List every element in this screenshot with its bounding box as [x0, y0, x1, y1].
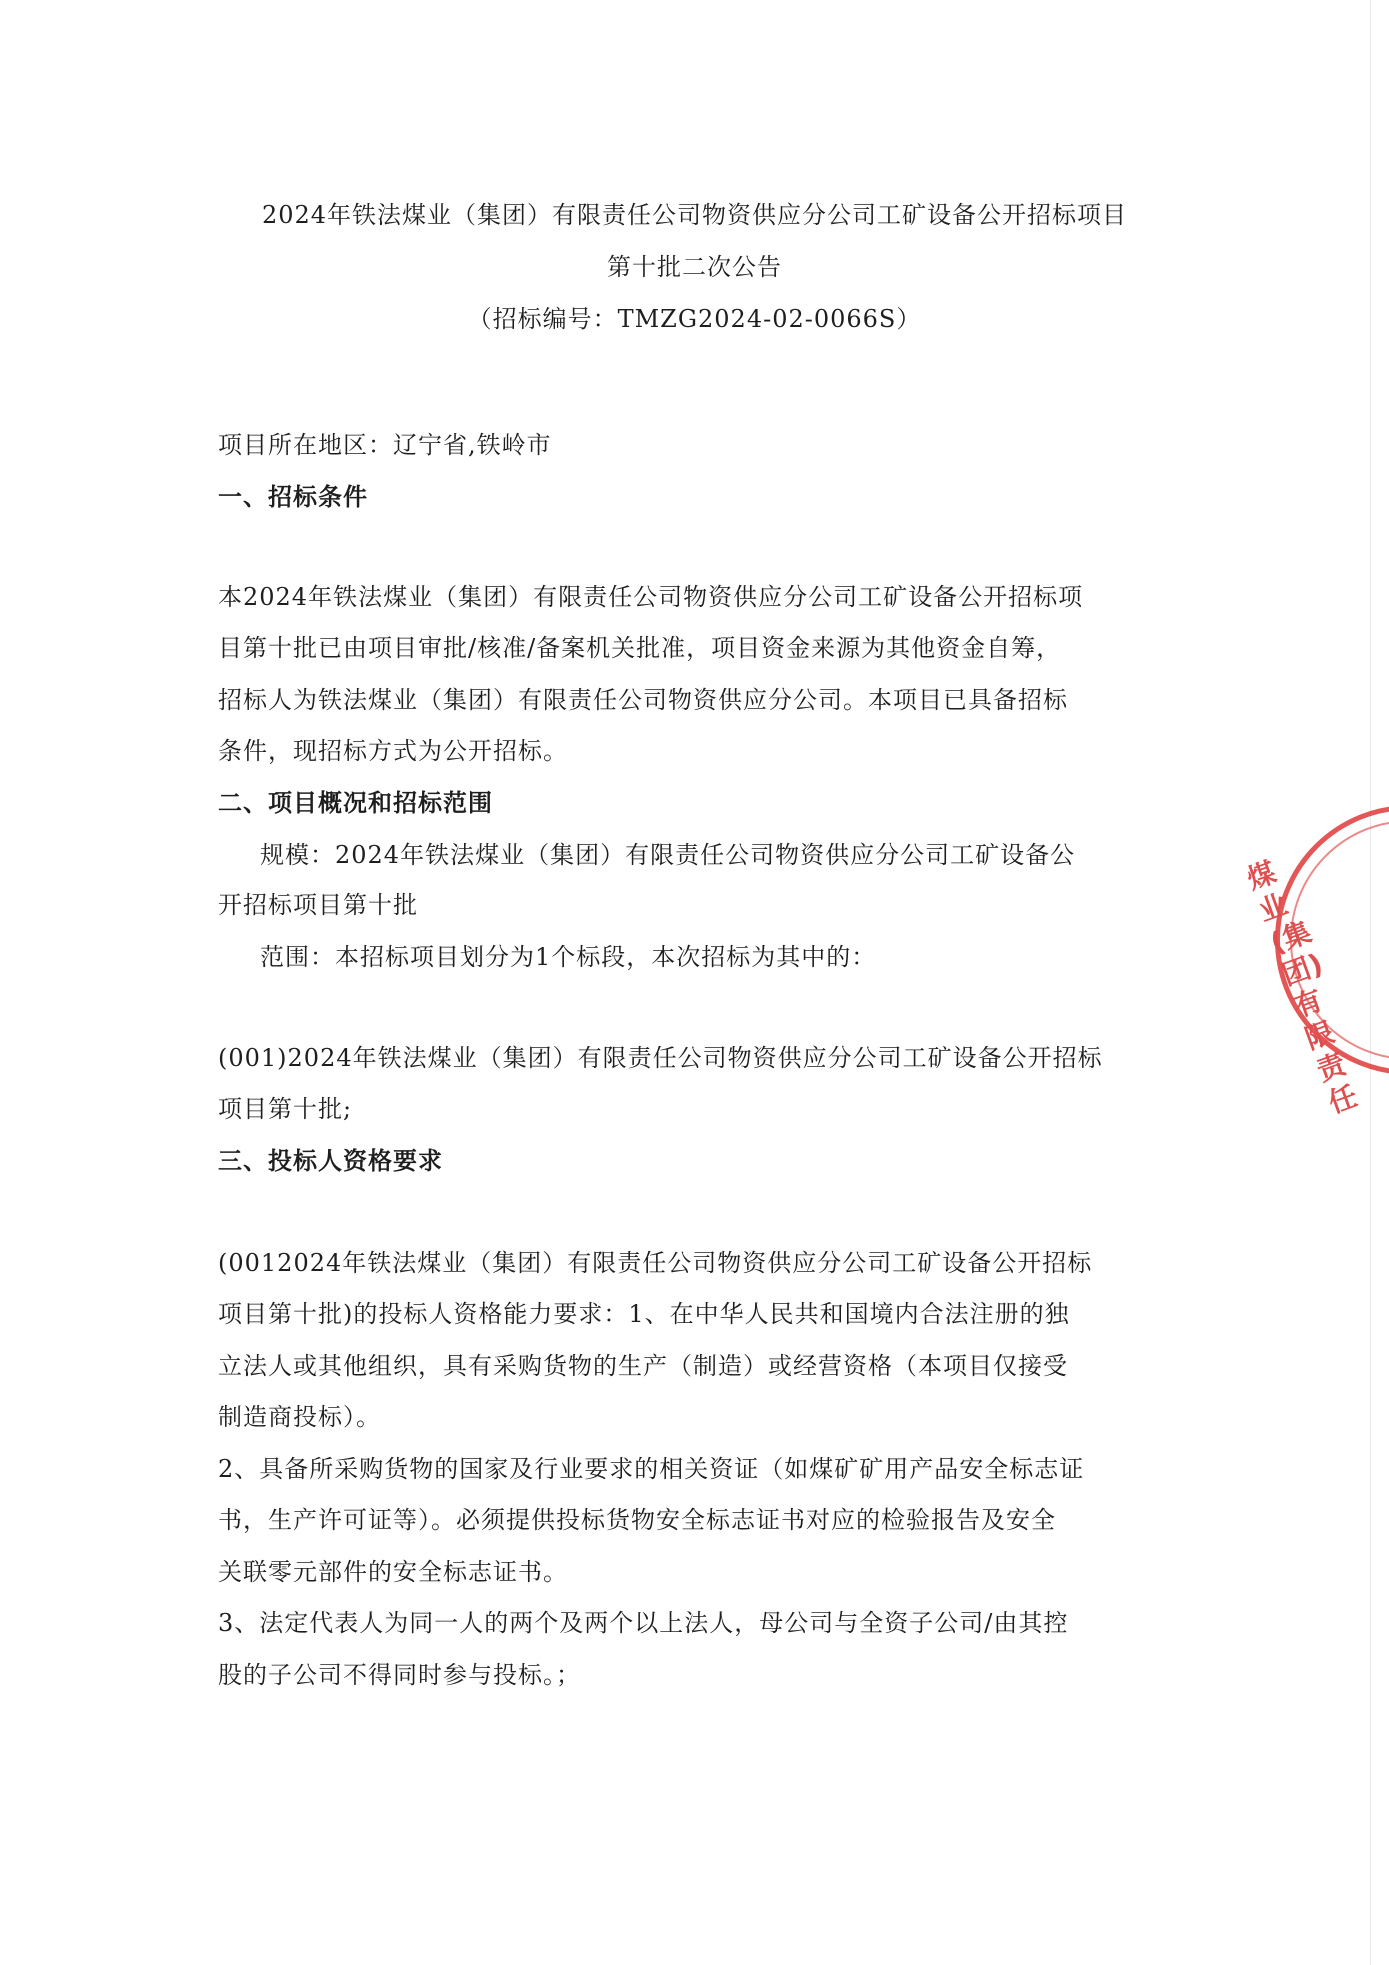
section-2-scale-line-1: 规模：2024年铁法煤业（集团）有限责任公司物资供应分公司工矿设备公 — [260, 841, 1076, 869]
section-3-line-8: 3、法定代表人为同一人的两个及两个以上法人，母公司与全资子公司/由其控 — [218, 1609, 1069, 1637]
section-3-line-1: (0012024年铁法煤业（集团）有限责任公司物资供应分公司工矿设备公开招标 — [218, 1249, 1093, 1277]
section-1-line-4: 条件，现招标方式为公开招标。 — [218, 737, 568, 765]
section-1-line-3: 招标人为铁法煤业（集团）有限责任公司物资供应分公司。本项目已具备招标 — [218, 686, 1068, 714]
section-3-heading: 三、投标人资格要求 — [218, 1146, 443, 1175]
section-1-line-2: 目第十批已由项目审批/核准/备案机关批准，项目资金来源为其他资金自筹， — [218, 634, 1062, 662]
section-2-scope: 范围：本招标项目划分为1个标段，本次招标为其中的： — [260, 943, 877, 971]
section-3-line-7: 关联零元部件的安全标志证书。 — [218, 1558, 568, 1586]
section-3-line-6: 书，生产许可证等）。必须提供投标货物安全标志证书对应的检验报告及安全 — [218, 1506, 1056, 1534]
project-location: 项目所在地区：辽宁省,铁岭市 — [218, 431, 552, 459]
title-line-2: 第十批二次公告 — [607, 253, 782, 281]
section-3-line-3: 立法人或其他组织，具有采购货物的生产（制造）或经营资格（本项目仅接受 — [218, 1352, 1068, 1380]
section-2-lot-line-1: (001)2024年铁法煤业（集团）有限责任公司物资供应分公司工矿设备公开招标 — [218, 1044, 1103, 1072]
seal-text: 煤业(集团)有限责任 — [1242, 855, 1362, 1120]
section-2-scale-line-2: 开招标项目第十批 — [218, 891, 418, 919]
section-1-heading: 一、招标条件 — [218, 482, 368, 511]
section-3-line-5: 2、具备所采购货物的国家及行业要求的相关资证（如煤矿矿用产品安全标志证 — [218, 1455, 1085, 1483]
section-2-heading: 二、项目概况和招标范围 — [218, 788, 493, 817]
section-1-line-1: 本2024年铁法煤业（集团）有限责任公司物资供应分公司工矿设备公开招标项 — [218, 583, 1084, 611]
section-3-line-2: 项目第十批)的投标人资格能力要求：1、在中华人民共和国境内合法注册的独 — [218, 1300, 1070, 1328]
tender-number: （招标编号：TMZG2024-02-0066S） — [467, 305, 922, 333]
section-3-line-4: 制造商投标）。 — [218, 1403, 381, 1431]
company-seal-stamp — [1242, 805, 1389, 1120]
section-3-line-9: 股的子公司不得同时参与投标。； — [218, 1661, 581, 1689]
title-line-1: 2024年铁法煤业（集团）有限责任公司物资供应分公司工矿设备公开招标项目 — [261, 201, 1128, 229]
section-2-lot-line-2: 项目第十批; — [218, 1095, 353, 1123]
